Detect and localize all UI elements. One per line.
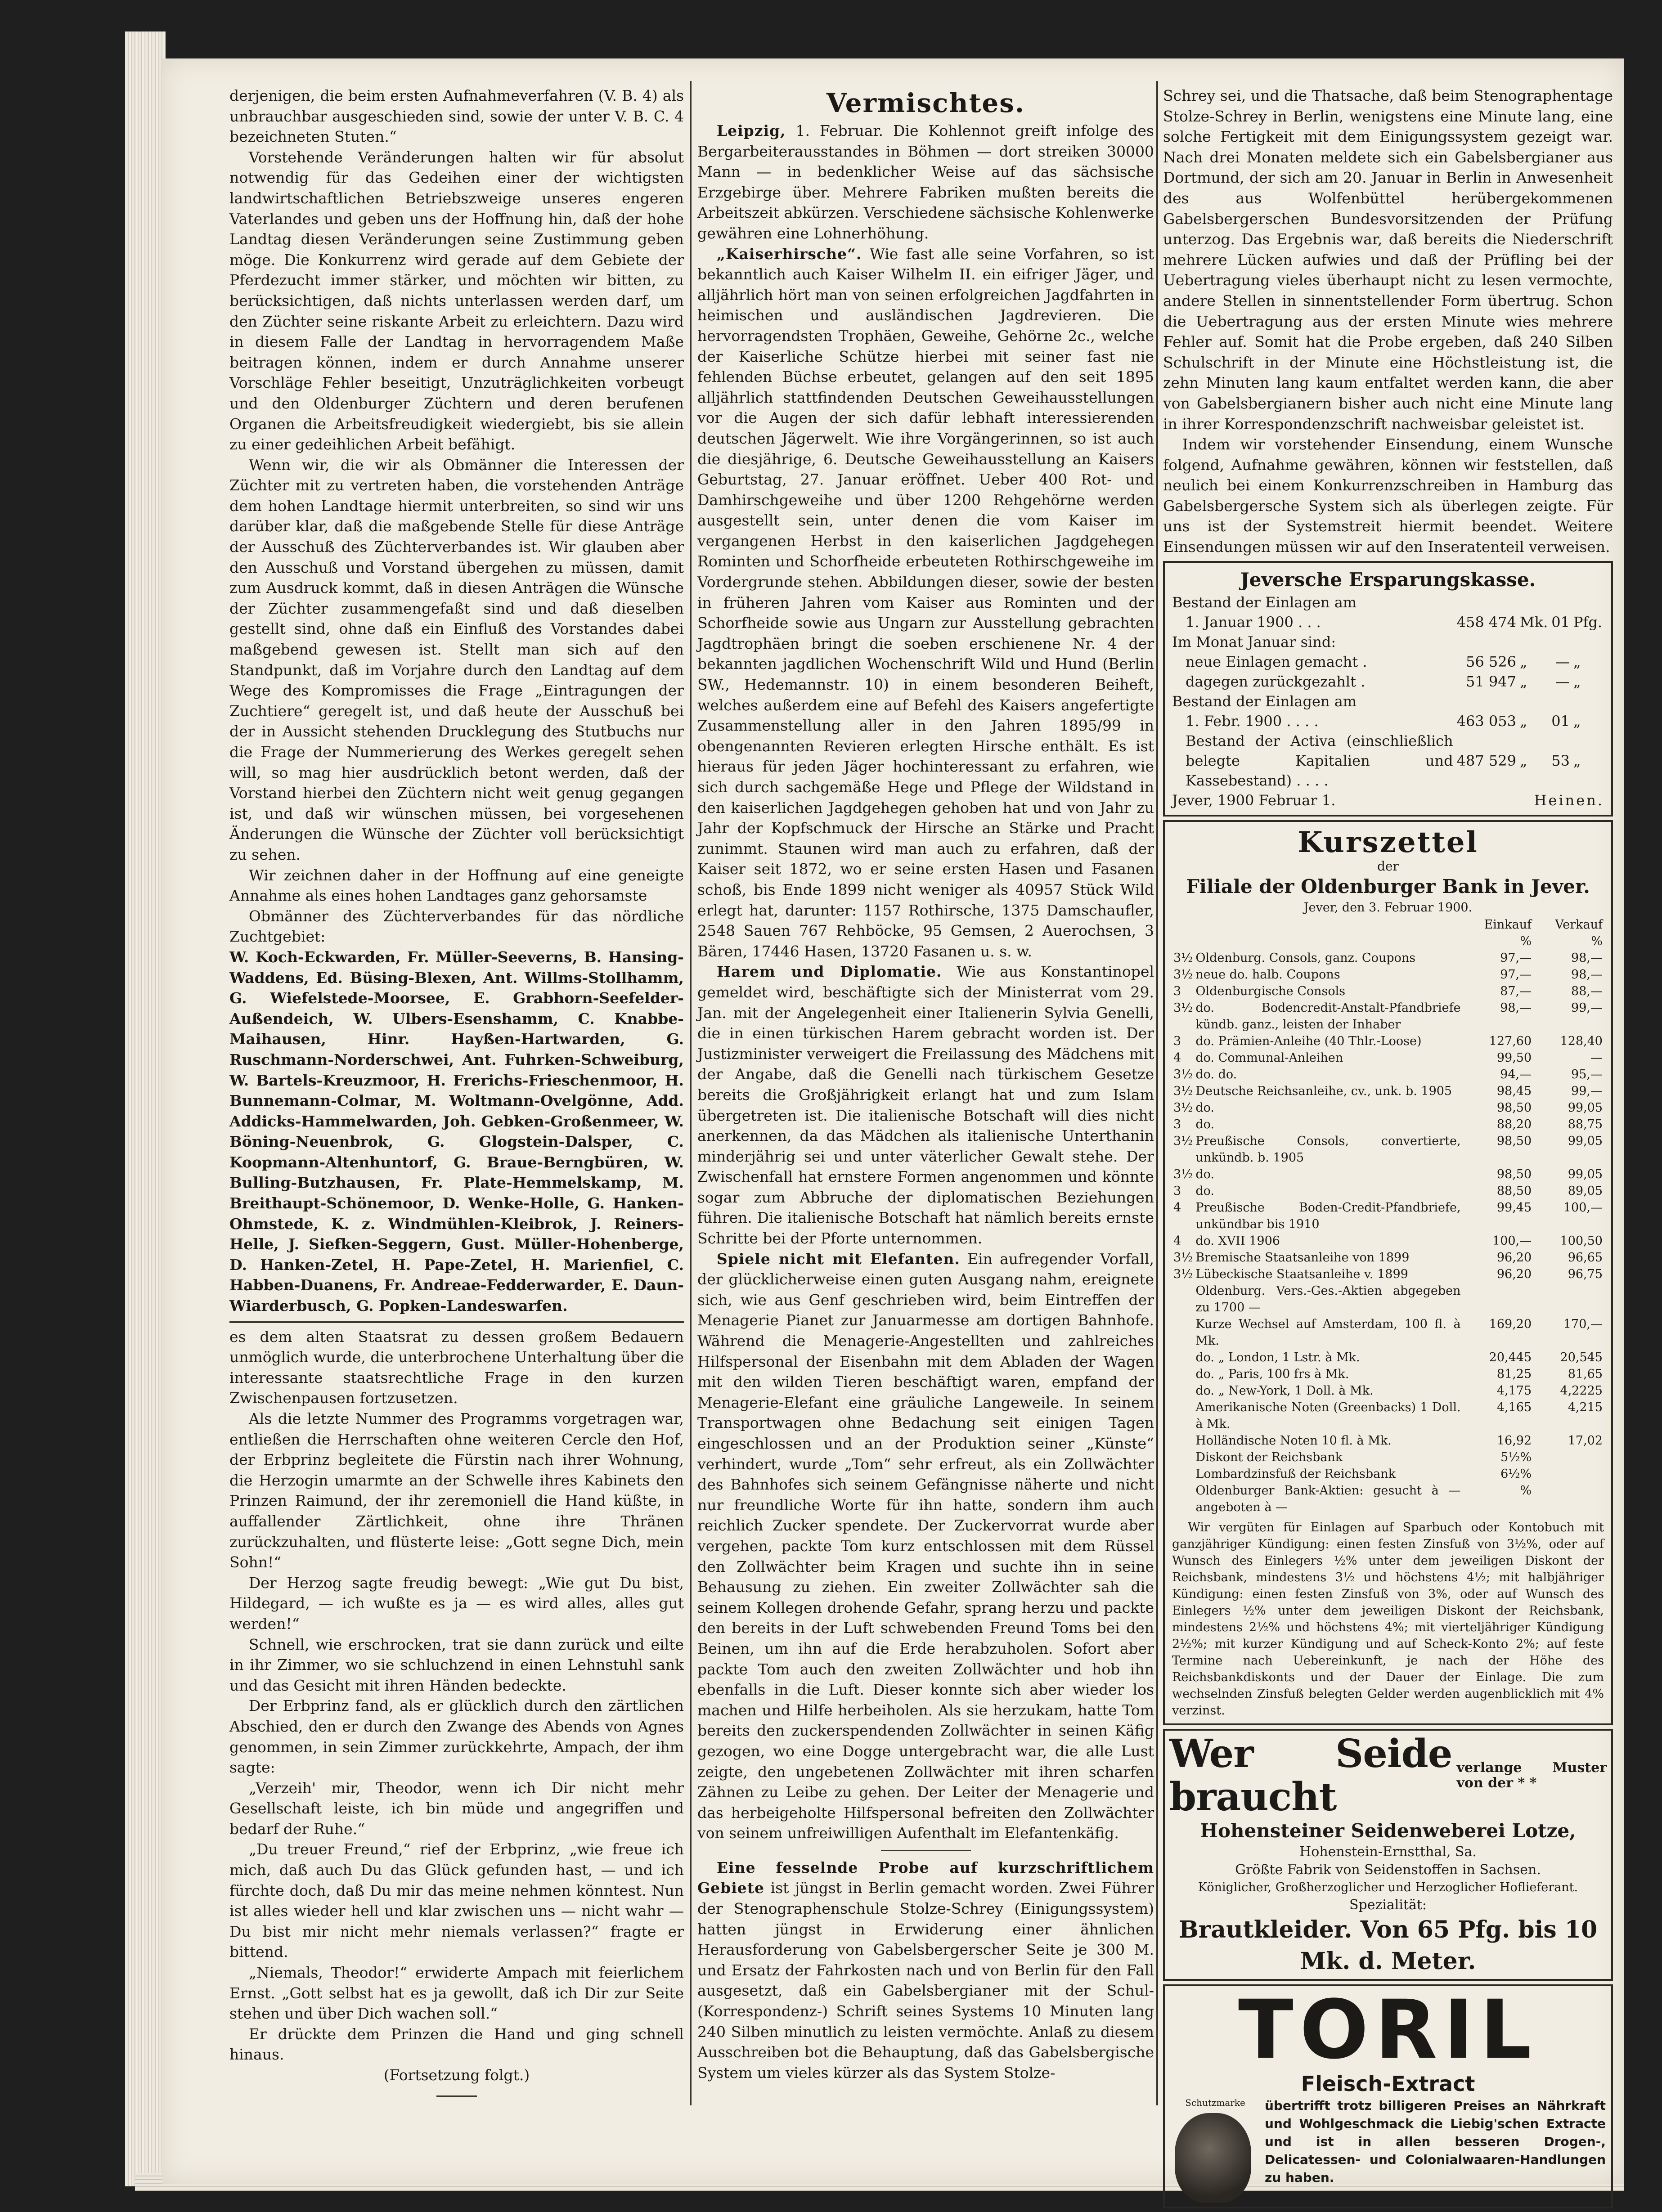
price-cell-r: 3½: [1173, 1250, 1193, 1265]
price-cell-s: 4,215: [1568, 1400, 1603, 1414]
col-header-buy: Einkauf: [1484, 917, 1532, 932]
advert-line: Königlicher, Großherzoglicher und Herzoglicher Hoflieferant.: [1198, 1880, 1578, 1894]
price-cell-name: Oldenburg. Consols, ganz. Coupons: [1195, 951, 1416, 965]
savings-bank-title: Jeversche Ersparungskasse.: [1240, 568, 1536, 591]
price-cell-name: do.: [1195, 1167, 1215, 1181]
price-row: [1172, 1000, 1604, 1033]
price-row: [1172, 1266, 1604, 1283]
savings-bank-box: [1163, 561, 1613, 817]
article-text: Wie aus Konstantinopel gemeldet wird, beschäftigte sich der Ministerrat vom 29. Jan. mit der Angelegenheit einer Italienerin Sylvia Genelli, die in einen türkischen Harem gebracht worden ist. Der Justizminister verweigert die Freilassung des Mädchens mit der Angabe, daß die Genelli nach türkischem Gesetze bereits die Großjährigkeit erlangt hat und zum Islam übergetreten ist. Die italienische Botschaft will dies nicht anerkennen, da das Mädchen als italienische Unterthanin minderjährig sei und unter väterlicher Gewalt stehe. Der Zwischenfall hat ernstere Formen angenommen und könnte sogar zum Abbruche der diplomatischen Beziehungen führen. Die italienische Botschaft hat nämlich bereits ernste Schritte bei der Pforte unternommen.: [697, 963, 1154, 1247]
savings-cell-label: dagegen zurückgezahlt .: [1186, 673, 1366, 690]
price-cell-r: [1172, 1366, 1194, 1382]
price-row: [1172, 1249, 1604, 1266]
price-cell-r: 3: [1173, 1034, 1181, 1048]
price-cell-name: Kurze Wechsel auf Amsterdam, 100 fl. à Mk.: [1195, 1317, 1461, 1348]
article-text: Ein aufregender Vorfall, der glücklicherweise einen guten Ausgang nahm, ereignete sich, wie aus Genf geschrieben wird, beim Eintreffen der Menagerie Pianet zur Januarmesse am dortigen Bahnhofe. Während die Menagerie-Angestellten und zahlreiches Hilfspersonal der Eisenbahn mit dem Abladen der Wagen mit den wilden Tieren beschäftigt waren, empfand der Menagerie-Elefant eine gräuliche Langeweile. In seinem Transportwagen ohne Bedachung seit einigen Tagen eingeschlossen und an der Produktion seiner „Künste“ verhindert, wurde „Tom“ sehr erfreut, als ein Zollwächter des Bahnhofes sich seinem Gefängnisse näherte und nicht nur freundliche Worte für ihn hatte, sondern ihm auch reichlich Zucker spendete. Der Zuckervorrat wurde aber vergehen, packte Tom kurz entschlossen mit dem Rüssel den Zollwächter beim Kragen und suchte ihn in seine Behausung zu ziehen. Ein zweiter Zollwächter sah die seinem Kollegen drohende Gefahr, sprang herzu und packte den bereits in der Luft schwebenden Freund Toms bei den Beinen, um ihn auf die Erde herabzuholen. Sofort aber packte Tom auch den zweiten Zollwächter und hob ihn ebenfalls in die Luft. Dieser konnte sich aber wieder los machen und Hilfe herbeiholen. Als sie herzukam, hatte Tom bereits den zuckerspendenden Zollwächter in seinen Käfig gezogen, wo eine Dogge untergebracht war, die alle Lust zeigte, den ungebetenen Zollwächter mit ihren scharfen Zähnen zu Leibe zu gehen. Der Leiter der Menagerie und das herbeigeholte Hilfspersonal befreiten den Zollwächter von seinem unfreiwilligen Aufenthalt im Elefantenkäfig.: [697, 1250, 1154, 1842]
column-rule-1: [690, 81, 692, 2105]
paragraph: „Verzeih' mir, Theodor, wenn ich Dir nicht mehr Gesellschaft leiste, ich bin müde und angegriffen und bedarf der Ruhe.“: [229, 1779, 684, 1838]
savings-cell-label: neue Einlagen gemacht .: [1186, 653, 1367, 670]
price-cell-r: 4: [1173, 1234, 1181, 1248]
paragraph: es dem alten Staatsrat zu dessen großem Bedauern unmöglich wurde, die unterbrochene Unterhaltung über die interessante staatsrechtliche Frage in den kurzen Zwischenpausen fortzusetzen.: [229, 1328, 684, 1407]
savings-cell-u: [1518, 691, 1550, 711]
savings-cell-pu: „: [1573, 673, 1581, 690]
price-cell-s: [1533, 1466, 1604, 1482]
savings-cell-v: 56 526: [1465, 653, 1516, 670]
price-cell-b: 96,20: [1496, 1250, 1532, 1265]
price-cell-r: 3: [1173, 1184, 1181, 1198]
advert-place: Hohenstein-Ernstthal, Sa.: [1299, 1844, 1477, 1860]
price-cell-b: 5½%: [1500, 1450, 1532, 1464]
price-cell-r: 3½: [1173, 1100, 1193, 1115]
price-cell-r: [1172, 1283, 1194, 1316]
column-left: [229, 85, 684, 2097]
paragraph: derjenigen, die beim ersten Aufnahmeverfahren (V. B. 4) als unbrauchbar ausgeschieden sind, sowie der unter V. B. C. 4 bezeichneten Stuten.“: [229, 87, 684, 146]
price-cell-s: 4,2225: [1560, 1383, 1603, 1398]
price-cell-r: [1172, 1316, 1194, 1349]
silk-advert: [1163, 1729, 1613, 1981]
section-heading: Vermischtes.: [826, 88, 1025, 118]
price-cell-name: do. „ Paris, 100 frs à Mk.: [1195, 1367, 1349, 1381]
price-cell-b: 4,175: [1496, 1383, 1532, 1398]
price-cell-s: 100,—: [1563, 1200, 1603, 1215]
paragraph: Obmänner des Züchterverbandes für das nördliche Zuchtgebiet:: [229, 907, 684, 946]
price-cell-b: 99,50: [1496, 1050, 1532, 1065]
price-cell-name: do. XVII 1906: [1195, 1234, 1280, 1248]
price-cell-r: 3: [1173, 1117, 1181, 1131]
bull-head-icon: [1175, 2113, 1251, 2203]
price-cell-r: [1172, 1399, 1194, 1432]
price-cell-s: [1533, 1283, 1604, 1316]
interest-note: Wir vergüten für Einlagen auf Sparbuch oder Kontobuch mit ganzjähriger Kündigung: einen festen Zinsfuß von 3½%, oder auf Wunsch des Einlegers ½% unter dem jeweiligen Diskont der Reichsbank, mindestens 3½ und höchstens 4½; mit halbjähriger Kündigung: einen festen Zinsfuß von 3%, oder auf Wunsch des Einlegers ½% unter dem jeweiligen Diskont der Reichsbank, mindestens 2½% und höchstens 4%; mit vierteljähriger Kündigung 2½%; mit kurzer Kündigung und auf Scheck-Konto 2%; auf feste Termine nach Uebereinkunft, je nach der Höhe des Reichsbankdiskonts und der Dauer der Einlage. Die zum wechselnden Zinsfuß belegten Gelder werden augenblicklich mit 4% verzinst.: [1172, 1520, 1604, 1718]
price-cell-name: do.: [1195, 1100, 1215, 1115]
toril-subtitle: Fleisch-Extract: [1301, 2071, 1475, 2096]
price-cell-s: 17,02: [1568, 1433, 1603, 1448]
savings-cell-label: 1. Januar 1900 . . .: [1186, 613, 1321, 631]
price-cell-name: Oldenburgische Consols: [1195, 984, 1346, 998]
col-unit-sell: %: [1591, 934, 1603, 948]
advert-side-text: verlange Muster von der * *: [1456, 1759, 1607, 1791]
price-cell-b: 88,50: [1496, 1184, 1532, 1198]
price-cell-s: 89,05: [1568, 1184, 1603, 1198]
savings-cell-u: [1518, 632, 1550, 652]
savings-cell-v: [1455, 632, 1518, 652]
article-keyword: Harem und Diplomatie.: [716, 963, 942, 981]
savings-row: [1172, 652, 1604, 672]
price-cell-b: 100,—: [1492, 1234, 1532, 1248]
article-keyword: „Kaiserhirsche“.: [716, 245, 862, 263]
price-row: [1172, 1083, 1604, 1099]
price-cell-name: do.: [1195, 1117, 1215, 1131]
price-cell-b: 98,50: [1496, 1100, 1532, 1115]
price-cell-s: 99,—: [1571, 1001, 1603, 1015]
price-cell-b: 81,25: [1496, 1367, 1532, 1381]
col-unit-buy: %: [1520, 934, 1532, 948]
signatories: W. Koch-Eckwarden, Fr. Müller-Seeverns, B. Hansing-Waddens, Ed. Büsing-Blexen, Ant. Willms-Stollhamm, G. Wiefelstede-Moorsee, E. Grabhorn-Seefelder-Außendeich, W. Ulbers-Esenshamm, C. Knabbe-Maihausen, Hinr. Hayßen-Hartwarden, G. Ruschmann-Norderschwei, Ant. Fuhrken-Schweiburg, W. Bartels-Kreuzmoor, H. Frerichs-Frieschenmoor, H. Bunnemann-Colmar, M. Woltmann-Ovelgönne, Add. Addicks-Hammelwarden, Joh. Gebken-Großenmeer, W. Böning-Neuenbrok, G. Glogstein-Dalsper, C. Koopmann-Altenhuntorf, G. Braue-Berngbüren, W. Bulling-Butzhausen, Fr. Plate-Hemmelskamp, M. Breithaupt-Schönemoor, D. Wenke-Holle, G. Hanken-Ohmstede, K. z. Windmühlen-Kleibrok, J. Reiners-Helle, J. Siefken-Seggern, Gust. Müller-Hohenberge, D. Hanken-Zetel, H. Pape-Zetel, H. Marienfiel, C. Habben-Duanens, Fr. Andreae-Fedderwarder, E. Daun-Wiarderbusch, G. Popken-Landeswarfen.: [229, 948, 684, 1315]
price-cell-r: [1172, 1382, 1194, 1399]
price-cell-r: 3½: [1173, 967, 1193, 982]
savings-cell-label: Bestand der Activa (einschließlich belegte Kapitalien und Kassebestand) . . . .: [1186, 732, 1453, 789]
price-cell-r: 3½: [1173, 1134, 1193, 1148]
price-cell-name: Lombardzinsfuß der Reichsbank: [1195, 1467, 1396, 1481]
price-cell-r: [1172, 1482, 1194, 1516]
savings-cell-label: Im Monat Januar sind:: [1172, 633, 1336, 651]
article-keyword: Leipzig,: [716, 122, 786, 139]
savings-cell-pu: „: [1573, 712, 1581, 730]
price-cell-b: [1462, 1283, 1533, 1316]
column-middle: [697, 85, 1154, 2083]
advert-specialty: Spezialität:: [1349, 1897, 1427, 1913]
price-row: [1172, 983, 1604, 1000]
savings-cell-pu: „: [1573, 653, 1581, 670]
price-cell-r: [1172, 1349, 1194, 1366]
price-cell-b: 98,50: [1496, 1134, 1532, 1148]
savings-cell-p: [1550, 632, 1572, 652]
price-cell-s: 96,75: [1568, 1267, 1603, 1281]
price-cell-name: Lübeckische Staatsanleihe v. 1899: [1195, 1267, 1408, 1281]
article-keyword: Spiele nicht mit Elefanten.: [716, 1250, 960, 1268]
savings-cell-u: „: [1519, 653, 1527, 670]
savings-cell-v: 487 529: [1456, 752, 1516, 769]
price-cell-b: 98,—: [1500, 1001, 1532, 1015]
advert-company: Hohensteiner Seidenweberei Lotze,: [1200, 1819, 1576, 1842]
section-divider: [229, 1321, 684, 1323]
price-row: [1172, 1316, 1604, 1349]
price-row: [1172, 1199, 1604, 1233]
savings-cell-p: 01: [1551, 712, 1570, 730]
paragraph: Indem wir vorstehender Einsendung, einem Wunsche folgend, Aufnahme gewähren, können wir feststellen, daß neulich bei einem Konkurrenzschreiben in Hamburg das Gabelsbergersche System sich als überlegen zeigte. Für uns ist der Systemstreit hiermit beendet. Weitere Einsendungen müssen wir auf den Inseratenteil verweisen.: [1163, 435, 1613, 556]
price-row: [1172, 1482, 1604, 1516]
paragraph: Vorstehende Veränderungen halten wir für absolut notwendig für das Gedeihen einer der wichtigsten landwirtschaftlichen Betriebszweige unseres engeren Vaterlandes und geben uns der Hoffnung hin, daß der hohe Landtag diesen Veränderungen seine Zustimmung geben möge. Die Konkurrenz wird gerade auf dem Gebiete der Pferdezucht immer stärker, und möchten wir bitten, zu berücksichtigen, daß nichts unterlassen werden darf, um den Züchter seine riskante Arbeit zu erleichtern. Dazu wird in diesem Falle der Landtag in hervorragendem Maße beitragen können, indem er durch Annahme unserer Vorschläge Fehler beseitigt, Unzuträglichkeiten vorbeugt und den Oldenburger Züchtern und deren berufenen Organen die Arbeitsfreudigkeit wiedergiebt, bis sie allein zu einer gedeihlichen Arbeit befähigt.: [229, 148, 684, 453]
price-row: [1172, 966, 1604, 983]
price-cell-r: 3½: [1173, 1167, 1193, 1181]
price-row: [1172, 1382, 1604, 1399]
column-right: [1163, 85, 1613, 2212]
price-cell-s: 96,65: [1568, 1250, 1603, 1265]
article-text: ist jüngst in Berlin gemacht worden. Zwei Führer der Stenographenschule Stolze-Schrey (Einigungssystem) hatten jüngst in Erwiderung einer ähnlichen Herausforderung von Gabelsbergerscher Seite je 300 M. und Ersatz der Fahrkosten nach und von Berlin für den Fall ausgesetzt, daß ein Gabelsbergianer mit der Schul- (Korrespondenz-) Schrift seines Systems 10 Minuten lang 240 Silben minutlich zu leisten vermöchte. Anlaß zu diesem Ausschreiben bot die Behauptung, daß das Gabelsbergische System um vieles kürzer als das System Stolze-: [697, 1879, 1154, 2082]
savings-cell-label: Bestand der Einlagen am: [1172, 692, 1357, 710]
price-row: [1172, 1166, 1604, 1183]
price-cell-name: Preußische Consols, convertierte, unkündb. b. 1905: [1195, 1134, 1461, 1165]
price-cell-b: %: [1520, 1483, 1532, 1498]
column-rule-2: [1156, 81, 1158, 2105]
price-cell-b: 87,—: [1500, 984, 1532, 998]
price-cell-b: 98,45: [1496, 1084, 1532, 1098]
price-cell-r: 4: [1173, 1050, 1181, 1065]
price-cell-s: 128,40: [1560, 1034, 1603, 1048]
savings-cell-v: [1455, 592, 1518, 612]
price-row: [1172, 950, 1604, 966]
price-cell-s: [1533, 1449, 1604, 1466]
savings-cell-p: 01: [1551, 613, 1570, 631]
savings-cell-v: 463 053: [1456, 712, 1516, 730]
paragraph: Der Herzog sagte freudig bewegt: „Wie gut Du bist, Hildegard, — ich wußte es ja — es wird alles, alles gut werden!“: [229, 1574, 684, 1633]
paragraph: „Niemals, Theodor!“ erwiderte Ampach mit feierlichem Ernst. „Gott selbst hat es ja gewollt, daß ich Dir zur Seite stehen und über Dich wachen soll.“: [229, 1964, 684, 2023]
price-cell-name: Holländische Noten 10 fl. à Mk.: [1195, 1433, 1392, 1448]
savings-cell-u: „: [1519, 673, 1527, 690]
price-cell-b: 88,20: [1496, 1117, 1532, 1131]
price-cell-s: 95,—: [1571, 1067, 1603, 1081]
price-row: [1172, 1183, 1604, 1199]
price-cell-r: 3: [1173, 984, 1181, 998]
price-list-title: Kurszettel: [1298, 825, 1478, 859]
price-cell-s: 99,05: [1568, 1100, 1603, 1115]
price-cell-r: 3½: [1173, 1067, 1193, 1081]
savings-row: [1172, 672, 1604, 691]
article-divider: [881, 1850, 971, 1851]
paragraph: Wir zeichnen daher in der Hoffnung auf eine geneigte Annahme als eines hohen Landtages ganz gehorsamste: [229, 866, 684, 905]
price-cell-b: 4,165: [1496, 1400, 1532, 1414]
price-row: [1172, 1050, 1604, 1066]
price-cell-b: 20,445: [1489, 1350, 1532, 1364]
price-row: [1172, 1116, 1604, 1133]
price-cell-name: do. Prämien-Anleihe (40 Thlr.-Loose): [1195, 1034, 1422, 1048]
savings-cell-pu: [1572, 632, 1604, 652]
price-row: [1172, 1133, 1604, 1166]
toril-advert: [1163, 1984, 1613, 2208]
savings-cell-v: 51 947: [1465, 673, 1516, 690]
toril-logo-text: TORIL: [1238, 1983, 1538, 2077]
savings-row: [1172, 612, 1604, 632]
price-row: [1172, 1399, 1604, 1432]
price-cell-r: 3½: [1173, 951, 1193, 965]
savings-cell-label: Bestand der Einlagen am: [1172, 593, 1357, 611]
price-cell-b: 99,45: [1496, 1200, 1532, 1215]
price-row: [1172, 1066, 1604, 1083]
price-row: [1172, 1466, 1604, 1482]
price-cell-name: Oldenburg. Vers.-Ges.-Aktien abgegeben zu 1700 —: [1195, 1283, 1461, 1315]
savings-row: [1172, 592, 1604, 612]
savings-cell-p: —: [1555, 673, 1570, 690]
price-cell-r: [1172, 1449, 1194, 1466]
savings-row: [1172, 691, 1604, 711]
price-cell-b: 97,—: [1500, 967, 1532, 982]
price-row: [1172, 1233, 1604, 1249]
savings-cell-label: 1. Febr. 1900 . . . .: [1186, 712, 1319, 730]
price-cell-name: do. Communal-Anleihen: [1195, 1050, 1343, 1065]
price-row: [1172, 1432, 1604, 1449]
paragraph: Als die letzte Nummer des Programms vorgetragen war, entließen die Herrschaften ohne weiteren Cercle den Hof, der Erbprinz begleitete die Fürstin nach ihrer Wohnung, die Herzogin umarmte an der Schwelle ihres Kabinets den Prinzen Raimund, der ihr zeremoniell die Hand küßte, in auffallender Zärtlichkeit, ohne ihre Thränen zurückzuhalten, und flüsterte leise: „Gott segne Dich, mein Sohn!“: [229, 1410, 684, 1571]
price-cell-name: Diskont der Reichsbank: [1195, 1450, 1343, 1464]
savings-table: [1172, 592, 1604, 790]
price-row: [1172, 1449, 1604, 1466]
toril-text: übertrifft trotz billigeren Preises an Nährkraft und Wohlgeschmack die Liebig'schen Extracte und ist in allen besseren Drogen-, Delicatessen- und Colonialwaaren-Handlungen zu haben.: [1265, 2098, 1606, 2185]
savings-cell-u: „: [1519, 752, 1527, 769]
price-cell-name: do.: [1195, 1184, 1215, 1198]
price-cell-name: Preußische Boden-Credit-Pfandbriefe, unkündbar bis 1910: [1195, 1200, 1461, 1231]
paragraph: „Du treuer Freund,“ rief der Erbprinz, „wie freue ich mich, daß auch Du das Glück gefunden hast, — und ich fürchte doch, daß Du mir das meine nehmen könntest. Nun ist alles wieder hell und klar zwischen uns — nicht wahr — Du bist mir nicht mehr niemals verlassen?“ fragte er bittend.: [229, 1840, 684, 1961]
savings-row: [1172, 632, 1604, 652]
price-cell-s: 98,—: [1571, 951, 1603, 965]
bank-name: Filiale der Oldenburger Bank in Jever.: [1186, 875, 1590, 897]
price-row: [1172, 1099, 1604, 1116]
price-cell-r: 3½: [1173, 1001, 1193, 1015]
price-cell-b: 127,60: [1489, 1034, 1532, 1048]
article-text: 1. Februar. Die Kohlennot greift infolge des Bergarbeiterausstandes in Böhmen — dort streiken 30000 Mann — in bedenklicher Weise auf das sächsische Erzgebirge über. Mehrere Fabriken mußten bereits die Arbeitszeit abkürzen. Verschiedene sächsische Kohlenwerke gewähren eine Lohnerhöhung.: [697, 122, 1154, 242]
article-keyword: Eine fesselnde Probe auf kurzschriftlichem Gebiete: [697, 1858, 1154, 1897]
price-cell-s: 81,65: [1568, 1367, 1603, 1381]
price-cell-s: 100,50: [1560, 1234, 1603, 1248]
price-cell-name: do. „ New-York, 1 Doll. à Mk.: [1195, 1383, 1374, 1398]
price-list-der: der: [1377, 858, 1399, 874]
advert-price-line: Brautkleider. Von 65 Pfg. bis 10 Mk. d. Meter.: [1178, 1916, 1598, 1975]
end-rule: [436, 2095, 477, 2097]
price-cell-s: 99,05: [1568, 1134, 1603, 1148]
price-cell-r: 3½: [1173, 1084, 1193, 1098]
price-cell-name: do. do.: [1195, 1067, 1237, 1081]
savings-cell-pu: Pfg.: [1573, 613, 1602, 631]
price-cell-name: neue do. halb. Coupons: [1195, 967, 1340, 982]
price-cell-b: 96,20: [1496, 1267, 1532, 1281]
price-cell-r: 4: [1173, 1200, 1181, 1215]
price-cell-b: 169,20: [1489, 1317, 1532, 1331]
price-cell-s: 98,—: [1571, 967, 1603, 982]
price-cell-name: do. „ London, 1 Lstr. à Mk.: [1195, 1350, 1360, 1364]
price-row: [1172, 1283, 1604, 1316]
paragraph: Schrey sei, und die Thatsache, daß beim Stenographentage Stolze-Schrey in Berlin, wenigstens eine Minute lang, eine solche Fertigkeit mit dem Einigungssystem gezeigt war. Nach drei Monaten meldete sich ein Gabelsbergianer aus Dortmund, der sich am 20. Januar in Berlin in Anwesenheit des aus Wolfenbüttel herübergekommenen Gabelsbergerschen Bundesvorsitzenden der Prüfung unterzog. Das Ergebnis war, daß bereits die Niederschrift mehrere Lücken aufwies und daß der Prüfling bei der Uebertragung vieles überhaupt nicht zu lesen vermochte, andere Stellen in sinnentstellender Form übertrug. Schon die Uebertragung aus der ersten Minute wies mehrere Fehler auf. Somit hat die Probe ergeben, daß 240 Silben Schulschrift in der Minute eine Höchstleistung ist, die zehn Minuten lang kaum entfaltet werden kann, die aber von Gabelsbergianern bisher auch nicht eine Minute lang in ihrer Korrespondenzschrift nachweisbar geleistet ist.: [1163, 87, 1613, 433]
col-header-sell: Verkauf: [1555, 917, 1603, 932]
price-cell-name: do. Bodencredit-Anstalt-Pfandbriefe kündb. ganz., leisten der Inhaber: [1195, 1001, 1461, 1032]
savings-cell-p: [1550, 592, 1572, 612]
paragraph: Schnell, wie erschrocken, trat sie dann zurück und eilte in ihr Zimmer, wo sie schluchzend in einen Lehnstuhl sank und das Gesicht mit ihren Händen bedeckte.: [229, 1635, 684, 1694]
price-cell-s: 99,—: [1571, 1084, 1603, 1098]
price-cell-b: 6½%: [1500, 1467, 1532, 1481]
price-row: [1172, 1033, 1604, 1050]
savings-cell-pu: „: [1573, 752, 1581, 769]
price-cell-s: [1533, 1482, 1604, 1516]
continuation-note: (Fortsetzung folgt.): [383, 2066, 530, 2084]
paragraph: Er drückte dem Prinzen die Hand und ging schnell hinaus.: [229, 2025, 684, 2064]
trademark-label: Schutzmarke: [1185, 2097, 1245, 2108]
price-cell-name: Oldenburger Bank-Aktien: gesucht à — angeboten à —: [1195, 1483, 1461, 1514]
price-list-box: [1163, 820, 1613, 1725]
savings-cell-u: [1518, 592, 1550, 612]
price-cell-b: 16,92: [1496, 1433, 1532, 1448]
price-row: [1172, 1349, 1604, 1366]
price-list-date: Jever, den 3. Februar 1900.: [1303, 900, 1473, 915]
page-edges: [125, 31, 166, 2186]
savings-cell-pu: [1572, 592, 1604, 612]
savings-cell-p: 53: [1551, 752, 1570, 769]
savings-cell-p: [1550, 691, 1572, 711]
price-cell-s: 170,—: [1563, 1317, 1603, 1331]
price-cell-r: [1172, 1432, 1194, 1449]
price-cell-s: 20,545: [1560, 1350, 1603, 1364]
advert-line: Größte Fabrik von Seidenstoffen in Sachsen.: [1235, 1862, 1541, 1878]
price-row: [1172, 1366, 1604, 1382]
price-cell-b: 94,—: [1500, 1067, 1532, 1081]
price-cell-name: Bremische Staatsanleihe von 1899: [1195, 1250, 1410, 1265]
savings-cell-pu: [1572, 691, 1604, 711]
price-table: [1172, 916, 1604, 1516]
savings-cell-v: [1455, 691, 1518, 711]
savings-cell-p: —: [1555, 653, 1570, 670]
savings-cell-u: Mk.: [1519, 613, 1548, 631]
price-cell-b: 98,50: [1496, 1167, 1532, 1181]
price-cell-name: Deutsche Reichsanleihe, cv., unk. b. 1905: [1195, 1084, 1452, 1098]
price-cell-b: 97,—: [1500, 951, 1532, 965]
price-cell-name: Amerikanische Noten (Greenbacks) 1 Doll. à Mk.: [1195, 1400, 1461, 1431]
paragraph: Wenn wir, die wir als Obmänner die Interessen der Züchter mit zu vertreten haben, die vorstehenden Anträge dem hohen Landtage hiermit unterbreiten, so sind wir uns darüber klar, daß die maßgebende Stelle für diese Anträge der Ausschuß des Züchterverbandes ist. Wir glauben aber den Ausschuß und Vorstand übergehen zu müssen, damit zum Ausdruck kommt, daß in diesen Anträgen die Wünsche der Züchter zusammengefaßt sind und daß dieselben gestellt sind, ohne daß ein Einfluß des Vorstandes dabei maßgebend gewesen ist. Stellt man sich auf den Standpunkt, daß im Vorjahre durch den Landtag auf dem Wege des Kompromisses die Frage „Eintragungen der Zuchtiere“ geregelt ist, und daß heute der Ausschuß bei der in Aussicht stehenden Drucklegung des Stutbuchs nur die Frage der Nummerierung des Werkes geregelt sehen will, so mag hier ausdrücklich betont werden, daß der Vorstand hierbei den Züchtern nicht weit genug gegangen ist, und daß wir wünschen müssen, bei vorgesehenen Änderungen die Wünsche der Züchter voll berücksichtigt zu sehen.: [229, 456, 684, 863]
price-cell-s: 88,—: [1571, 984, 1603, 998]
savings-cell-u: „: [1519, 712, 1527, 730]
savings-row: [1172, 731, 1604, 790]
savings-signature: Heinen.: [1534, 791, 1604, 809]
article-text: Wie fast alle seine Vorfahren, so ist bekanntlich auch Kaiser Wilhelm II. ein eifriger Jäger, und alljährlich hört man von seinen erfolgreichen Jagdfahrten in heimischen und ausländischen Jagdrevieren. Die hervorragendsten Trophäen, Geweihe, Gehörne 2c., welche der Kaiserliche Schütze hierbei mit seiner fast nie fehlenden Büchse erbeutet, gelangen auf den seit 1895 alljährlich stattfindenden Deutschen Geweihausstellungen vor die Augen der sich dafür lebhaft interessierenden deutschen Jägerwelt. Wie ihre Vorgängerinnen, so ist auch die diesjährige, 6. Deutsche Geweihausstellung an Kaisers Geburtstag, 27. Januar eröffnet. Ueber 400 Rot- und Damhirschgeweihe und über 1200 Rehgehörne werden ausgestellt sein, unter denen die vom Kaiser im vergangenen Herbst in den kaiserlichen Jagdgehegen Rominten und Schorfheide erbeuteten Rothirschgeweihe im Vordergrunde stehen. Abbildungen dieser, sowie der besten in früheren Jahren vom Kaiser aus Rominten und der Schorfheide sowie aus Ungarn zur Ausstellung gebrachten Jagdtrophäen bringt die soeben erschienene Nr. 4 der bekannten jagdlichen Wochenschrift Wild und Hund (Berlin SW., Hedemannstr. 10) in einem besonderen Beiheft, welches außerdem eine auf Befehl des Kaisers angefertigte Zusammenstellung aller in den Jahren 1895/99 in obengenannten Revieren erlegten Hirsche enthält. Es ist hieraus für jeden Jäger hochinteressant zu erfahren, wie sich durch sachgemäße Hege und Pflege der Wildstand in den kaiserlichen Jagdgehegen gehoben hat und von Jahr zu Jahr der Kopfschmuck der Hirsche an Stärke und Pracht zunimmt. Staunen wird man auch zu erfahren, daß der Kaiser seit 1872, wo er seine ersten Hasen und Fasanen schoß, bis Ende 1899 nicht weniger als 40957 Stück Wild erlegt hat, darunter: 1157 Rothirsche, 1375 Damschaufler, 2548 Sauen 767 Rehböcke, 95 Gemsen, 2 Auerochsen, 3 Bären, 17446 Hasen, 13720 Fasanen u. s. w.: [697, 245, 1154, 960]
price-cell-r: 3½: [1173, 1267, 1193, 1281]
savings-cell-v: 458 474: [1456, 613, 1516, 631]
savings-row: [1172, 711, 1604, 731]
price-cell-s: —: [1590, 1050, 1603, 1065]
advert-headline: Wer Seide braucht: [1169, 1731, 1452, 1820]
savings-date: Jever, 1900 Februar 1.: [1172, 791, 1336, 809]
price-cell-r: [1172, 1466, 1194, 1482]
price-cell-s: 99,05: [1568, 1167, 1603, 1181]
paragraph: Der Erbprinz fand, als er glücklich durch den zärtlichen Abschied, den er durch den Zwange des Abends von Agnes genommen, in sein Zimmer zurückkehrte, Ampach, der ihm sagte:: [229, 1697, 684, 1777]
price-cell-s: 88,75: [1568, 1117, 1603, 1131]
